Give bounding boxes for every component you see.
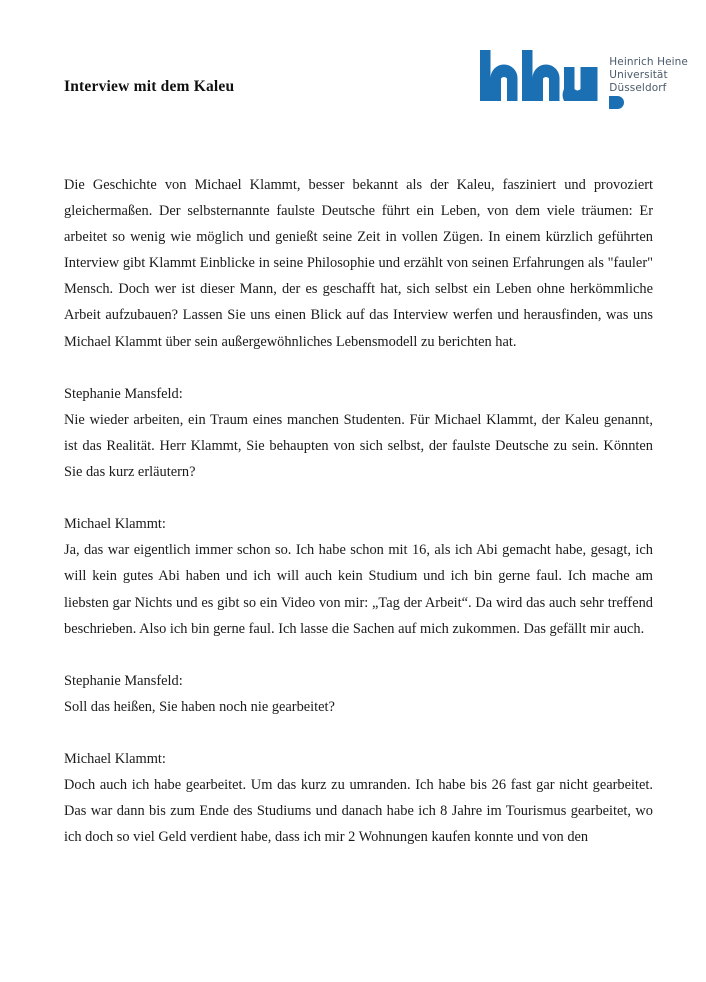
hhu-logo-text	[609, 50, 688, 109]
intro-block	[64, 172, 653, 355]
interview-exchange	[64, 746, 653, 850]
logo-text-line-2: Universität	[609, 69, 668, 82]
hhu-wordmark-icon	[480, 50, 598, 102]
hhu-logo	[480, 50, 688, 109]
speaker-text: Nie wieder arbeiten, ein Traum eines manchen Studenten. Für Michael Klammt, der Kaleu genannt, ist das Realität. Herr Klammt, Sie behaupten von sich selbst, der faulste Deutsche zu sein. Könnten Sie das kurz erläutern?	[64, 411, 653, 481]
logo-text-line-3-row	[609, 82, 688, 108]
interview-exchange	[64, 381, 653, 485]
speaker-label: Stephanie Mansfeld:	[64, 672, 183, 689]
speaker-text: Ja, das war eigentlich immer schon so. Ich habe schon mit 16, als ich Abi gemacht habe, gesagt, ich will kein gutes Abi haben und ich will auch kein Studium und ich bin gerne faul. Ich mache am liebsten gar Nichts und es gibt so ein Video von mir: „Tag der Arbeit“. Da wird das auch sehr treffend beschrieben. Also ich bin gerne faul. Ich lasse die Sachen auf mich zukommen. Das gefällt mir auch.	[64, 542, 653, 637]
document-header	[0, 0, 706, 130]
speaker-label: Michael Klammt:	[64, 516, 166, 533]
logo-text-line-1: Heinrich Heine	[609, 56, 688, 68]
intro-paragraph: Die Geschichte von Michael Klammt, besser bekannt als der Kaleu, fasziniert und provoziert gleichermaßen. Der selbsternannte faulste Deutsche führt ein Leben, von dem viele träumen: Er arbeitet so wenig wie möglich und genießt seine Zeit in vollen Zügen. In einem kürzlich geführten Interview gibt Klammt Einblicke in seine Philosophie und erzählt von seinen Erfahrungen als "fauler" Mensch. Doch wer ist dieser Mann, der es geschafft hat, sich selbst ein Leben ohne herkömmliche Arbeit aufzubauen? Lassen Sie uns einen Blick auf das Interview werfen und herausfinden, was uns Michael Klammt über sein außergewöhnliches Lebensmodell zu berichten hat.	[64, 177, 653, 350]
document-body	[64, 172, 653, 850]
interview-exchange	[64, 511, 653, 641]
interview-exchange	[64, 668, 653, 720]
speaker-text: Soll das heißen, Sie haben noch nie gearbeitet?	[64, 698, 335, 715]
logo-text-line-3: Düsseldorf	[609, 82, 667, 95]
hhu-tab-icon	[609, 96, 624, 109]
page-title: Interview mit dem Kaleu	[64, 78, 235, 95]
speaker-label: Michael Klammt:	[64, 751, 166, 768]
speaker-label: Stephanie Mansfeld:	[64, 385, 183, 402]
speaker-text: Doch auch ich habe gearbeitet. Um das kurz zu umranden. Ich habe bis 26 fast gar nicht gearbeitet. Das war dann bis zum Ende des Studiums und danach habe ich 8 Jahre im Tourismus gearbeitet, wo ich doch so viel Geld verdient habe, dass ich mir 2 Wohnungen kaufen konnte und von den	[64, 777, 653, 846]
